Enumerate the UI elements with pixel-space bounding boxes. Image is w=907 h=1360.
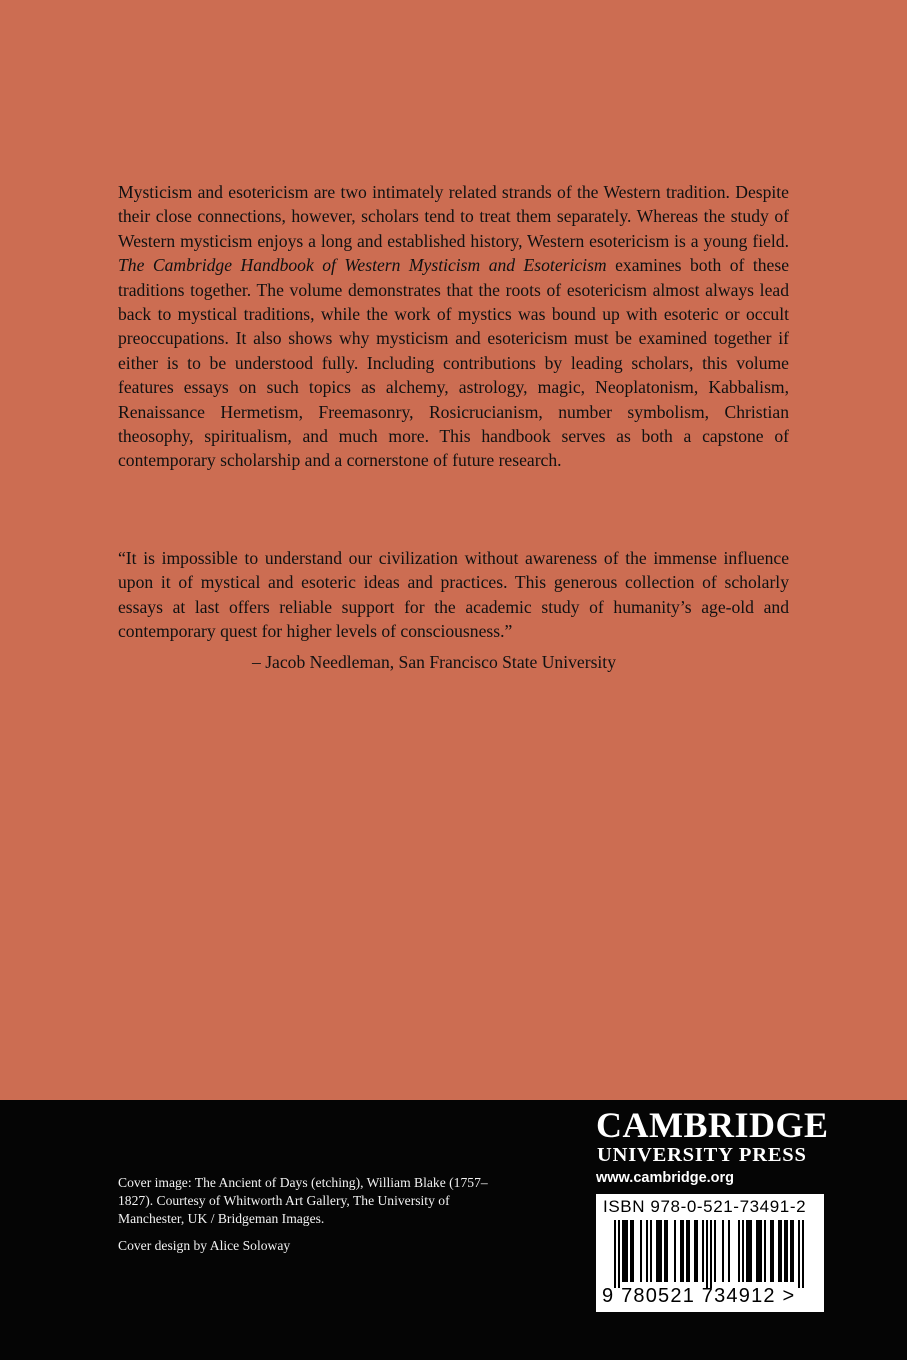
book-title: The Cambridge Handbook of Western Mysticism and Esotericism: [118, 255, 607, 276]
barcode-bar: [778, 1220, 780, 1282]
barcode-bar: [688, 1220, 690, 1282]
barcode-bar: [742, 1220, 744, 1282]
barcode-bar: [738, 1220, 740, 1282]
barcode-bar: [790, 1220, 792, 1282]
cover-design-credit: Cover design by Alice Soloway: [118, 1238, 291, 1253]
barcode-bar: [770, 1220, 772, 1282]
barcode-bar: [792, 1220, 794, 1282]
barcode-bar: [640, 1220, 642, 1282]
barcode-bar: [780, 1220, 782, 1282]
barcode-bar: [682, 1220, 684, 1282]
barcode-bar: [786, 1220, 788, 1282]
barcode-bar: [714, 1220, 716, 1282]
barcode-bar: [750, 1220, 752, 1282]
book-description: [118, 180, 789, 473]
barcode-bar: [650, 1220, 652, 1282]
endorsement-quote: “It is impossible to understand our civilization without awareness of the immense influence upon it of mystical and esoteric ideas and practices. This generous collection of scholarly essays at last offers reliable support for the academic study of humanity’s age-old and contemporary quest for higher levels of consciousness.”: [118, 548, 789, 642]
barcode-bar: [630, 1220, 632, 1282]
barcode-bar: [802, 1220, 804, 1288]
barcode-bar: [728, 1220, 730, 1282]
barcode-bar: [656, 1220, 658, 1282]
barcode-bar: [680, 1220, 682, 1282]
barcode-bar: [746, 1220, 748, 1282]
publisher-url: www.cambridge.org: [596, 1170, 735, 1186]
barcode-bar: [784, 1220, 786, 1282]
cover-credits: [118, 1174, 513, 1264]
publisher-logo: [596, 1105, 829, 1188]
description-text-part2: examines both of these traditions together. The volume demonstrates that the roots of esotericism almost always lead back to mystical traditions, while the work of mystics was bound up with esoteric or occult preoccupations. It also shows why mysticism and esotericism must be examined together if either is to be understood fully. Including contributions by leading scholars, this volume features essays on such topics as alchemy, astrology, magic, Neoplatonism, Kabbalism, Renaissance Hermetism, Freemasonry, Rosicrucianism, number symbolism, Christian theosophy, spiritualism, and much more. This handbook serves as both a capstone of contemporary scholarship and a cornerstone of future research.: [118, 255, 789, 471]
barcode-bar: [696, 1220, 698, 1282]
barcode-bar: [618, 1220, 620, 1288]
barcode-bar: [722, 1220, 724, 1282]
barcode-bar: [706, 1220, 708, 1288]
barcode-bar: [798, 1220, 800, 1288]
barcode-bar: [646, 1220, 648, 1282]
barcode-bar: [632, 1220, 634, 1282]
barcode-bar: [694, 1220, 696, 1282]
barcode-bar: [674, 1220, 676, 1282]
barcode-bar: [626, 1220, 628, 1282]
isbn-label: ISBN 978-0-521-73491-2: [603, 1197, 807, 1216]
barcode-bar: [748, 1220, 750, 1282]
barcode-bar: [758, 1220, 760, 1282]
barcode-bar: [658, 1220, 660, 1282]
barcode-bar: [772, 1220, 774, 1282]
barcode-bar: [760, 1220, 762, 1282]
publisher-subtitle: UNIVERSITY PRESS: [597, 1144, 807, 1166]
isbn-barcode: [596, 1194, 824, 1312]
description-text-part1: Mysticism and esotericism are two intimately related strands of the Western tradition. Despite their close connections, however, scholars tend to treat them separately. Whereas the study of Western mysticism enjoys a long and established history, Western esotericism is a young field.: [118, 182, 789, 251]
barcode-bar: [686, 1220, 688, 1282]
barcode-bar: [614, 1220, 616, 1288]
barcode-digits: 9 780521 734912 >: [602, 1285, 796, 1307]
cover-image-credit: Cover image: The Ancient of Days (etching), William Blake (1757–1827). Courtesy of Whitworth Art Gallery, The University of Manchester, UK / Bridgeman Images.: [118, 1175, 488, 1226]
endorsement-attribution: – Jacob Needleman, San Francisco State University: [252, 652, 616, 672]
barcode-bar: [664, 1220, 666, 1282]
barcode-bar: [622, 1220, 624, 1282]
barcode-bar: [756, 1220, 758, 1282]
barcode-bar: [710, 1220, 712, 1288]
barcode-bar: [666, 1220, 668, 1282]
publisher-name: CAMBRIDGE: [596, 1105, 829, 1145]
barcode-bar: [660, 1220, 662, 1282]
barcode-bar: [702, 1220, 704, 1282]
barcode-bar: [624, 1220, 626, 1282]
barcode-bar: [764, 1220, 766, 1282]
